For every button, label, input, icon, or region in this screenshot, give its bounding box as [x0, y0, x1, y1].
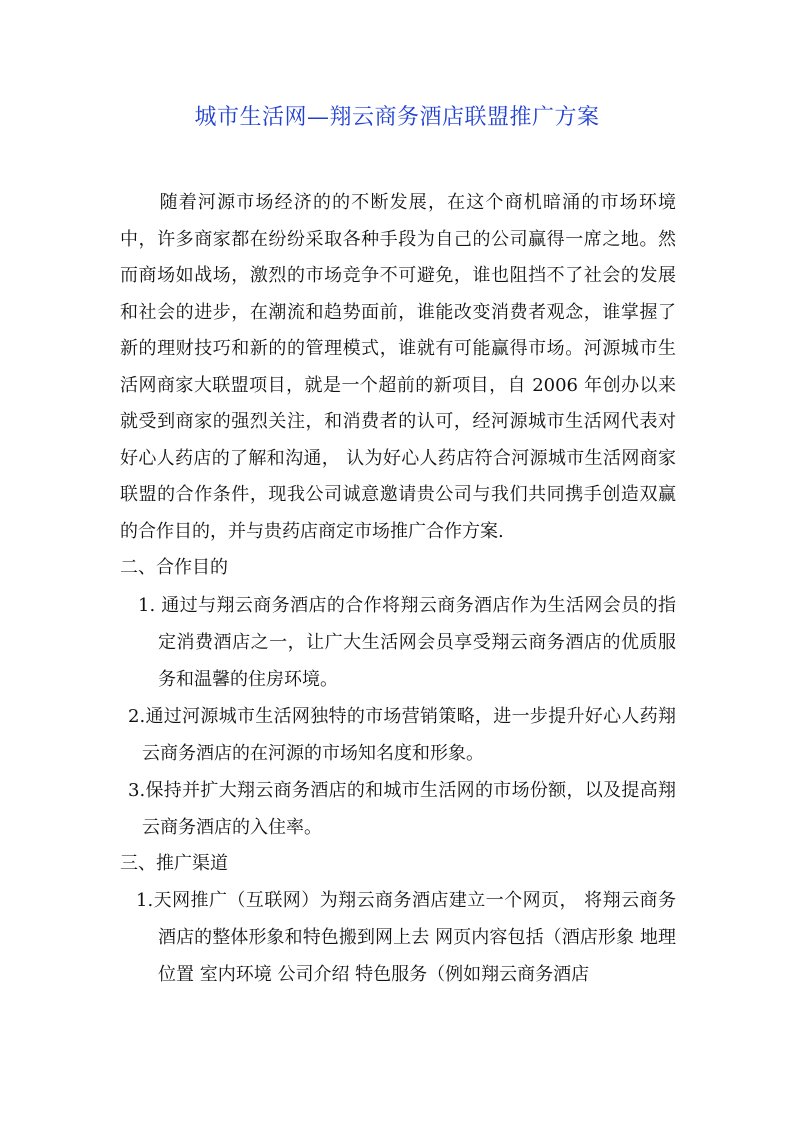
section-heading-promotion-channels: 三、推广渠道 [120, 852, 228, 874]
cooperation-goals-list [120, 587, 676, 846]
document-title: 城市生活网—翔云商务酒店联盟推广方案 [194, 105, 600, 130]
list-item: 1. 通过与翔云商务酒店的合作将翔云商务酒店作为生活网会员的指定消费酒店之一，让广大生活网会员享受翔云商务酒店的优质服务和温馨的住房环境。 [138, 594, 676, 690]
list-item: 2.通过河源城市生活网独特的市场营销策略，进一步提升好心人药翔云商务酒店的在河源的市场知名度和形象。 [128, 705, 676, 764]
list-item: 1.天网推广（互联网）为翔云商务酒店建立一个网页， 将翔云商务酒店的整体形象和特色搬到网上去 网页内容包括（酒店形象 地理位置 室内环境 公司介绍 特色服务（例如翔云商务酒店 [136, 890, 676, 985]
list-item: 3.保持并扩大翔云商务酒店的和城市生活网的市场份额，以及提高翔云商务酒店的入住率。 [128, 779, 676, 838]
document-body [120, 185, 676, 993]
intro-paragraph: 随着河源市场经济的的不断发展，在这个商机暗涌的市场环境中，许多商家都在纷纷采取各种手段为自己的公司赢得一席之地。然而商场如战场，激烈的市场竞争不可避免，谁也阻挡不了社会的发展和社会的进步，在潮流和趋势面前，谁能改变消费者观念，谁掌握了新的理财技巧和新的的管理模式，谁就有可能赢得市场。河源城市生活网商家大联盟项目，就是一个超前的新项目，自 2006 年创办以来就受到商家的强烈关注，和消费者的认可，经河源城市生活网代表对好心人药店的了解和沟通， 认为好心人药店符合河源城市生活网商家联盟的合作条件，现我公司诚意邀请贵公司与我们共同携手创造双赢的合作目的，并与贵药店商定市场推广合作方案. [120, 192, 676, 542]
section-heading-cooperation-goals: 二、合作目的 [120, 557, 228, 578]
promotion-channels-list [120, 882, 676, 993]
